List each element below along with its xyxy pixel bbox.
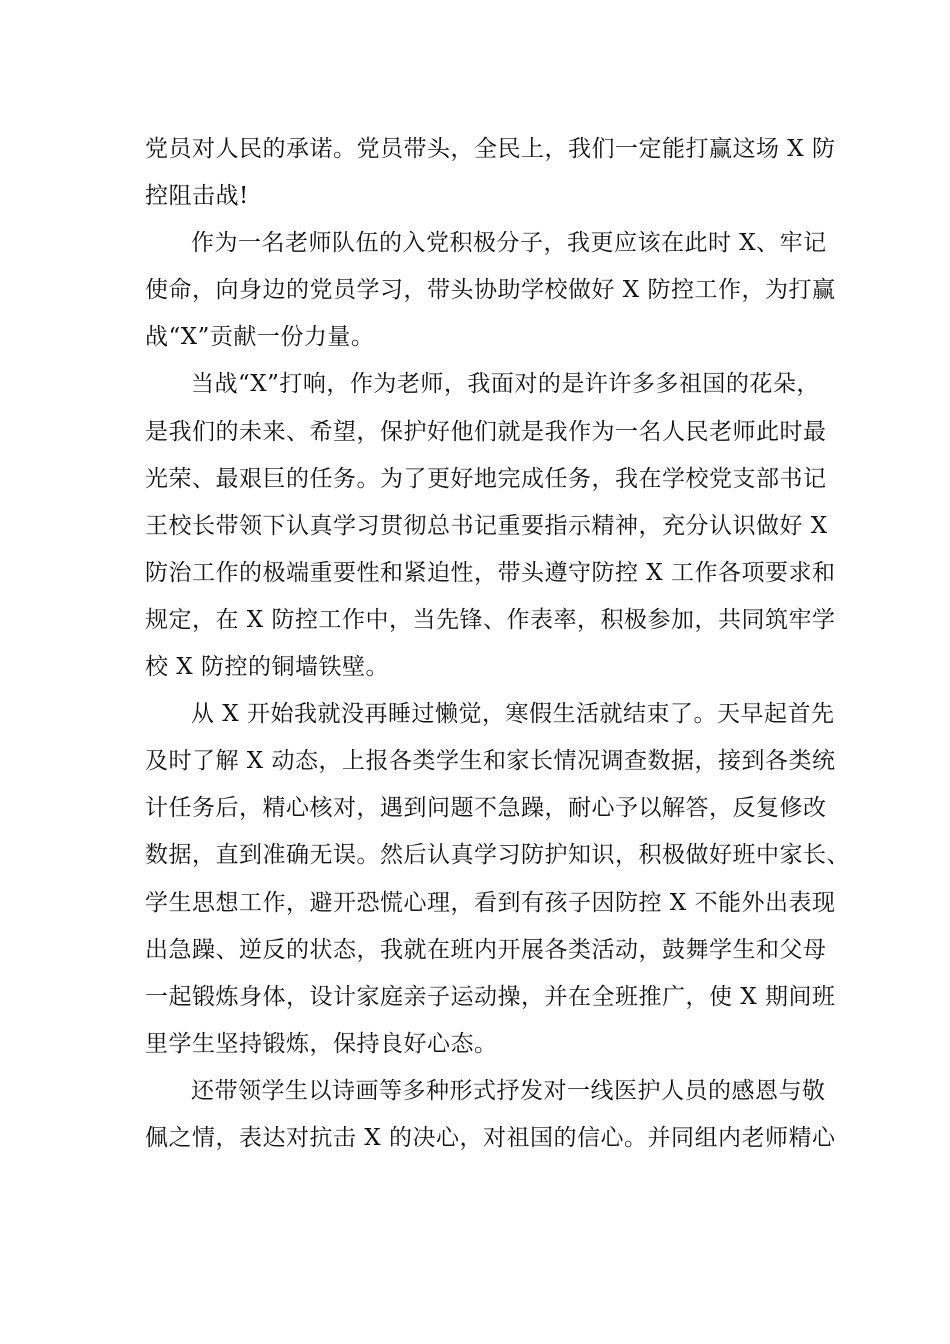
document-body: [145, 126, 850, 1162]
paragraph-first-line: 从 X 开始我就没再睡过懒觉，寒假生活就结束了。天早起首先: [191, 701, 835, 728]
text-line: 数据，直到准确无误。然后认真学习防护知识，积极做好班中家长、: [145, 842, 850, 869]
paragraph-first-line: 当战“X”打响，作为老师，我面对的是许许多多祖国的花朵，: [191, 371, 820, 398]
text-line: 光荣、最艰巨的任务。为了更好地完成任务，我在学校党支部书记: [145, 465, 827, 492]
text-line: 校 X 防控的铜墙铁壁。: [145, 654, 389, 681]
text-line: 学生思想工作，避开恐慌心理，看到有孩子因防控 X 不能外出表现: [145, 889, 836, 916]
text-line: 防治工作的极端重要性和紧迫性，带头遵守防控 X 工作各项要求和: [145, 559, 836, 586]
text-line: 一起锻炼身体，设计家庭亲子运动操，并在全班推广，使 X 期间班: [145, 983, 836, 1010]
paragraph-first-line: 还带领学生以诗画等多种形式抒发对一线医护人员的感恩与敬: [191, 1077, 826, 1104]
text-line: 党员对人民的承诺。党员带头，全民上，我们一定能打赢这场 X 防: [145, 136, 836, 162]
text-line: 计任务后，精心核对，遇到问题不急躁，耐心予以解答，反复修改: [145, 795, 827, 822]
text-line: 佩之情，表达对抗击 X 的决心，对祖国的信心。并同组内老师精心: [145, 1124, 836, 1151]
text-line: 规定，在 X 防控工作中，当先锋、作表率，积极参加，共同筑牢学: [145, 606, 836, 633]
text-line: 是我们的未来、希望，保护好他们就是我作为一名人民老师此时最: [145, 418, 827, 445]
text-line: 出急躁、逆反的状态，我就在班内开展各类活动，鼓舞学生和父母: [145, 936, 827, 963]
text-line: 控阻击战!: [145, 183, 249, 210]
paragraph-first-line: 作为一名老师队伍的入党积极分子，我更应该在此时 X、牢记: [191, 230, 827, 257]
text-line: 战“X”贡献一份力量。: [145, 324, 375, 351]
text-line: 及时了解 X 动态，上报各类学生和家长情况调查数据，接到各类统: [145, 748, 836, 775]
text-line: 使命，向身边的党员学习，带头协助学校做好 X 防控工作，为打赢: [145, 277, 836, 304]
text-line: 里学生坚持锻炼，保持良好心态。: [145, 1030, 498, 1057]
text-line: 王校长带领下认真学习贯彻总书记重要指示精神，充分认识做好 X: [145, 512, 828, 539]
